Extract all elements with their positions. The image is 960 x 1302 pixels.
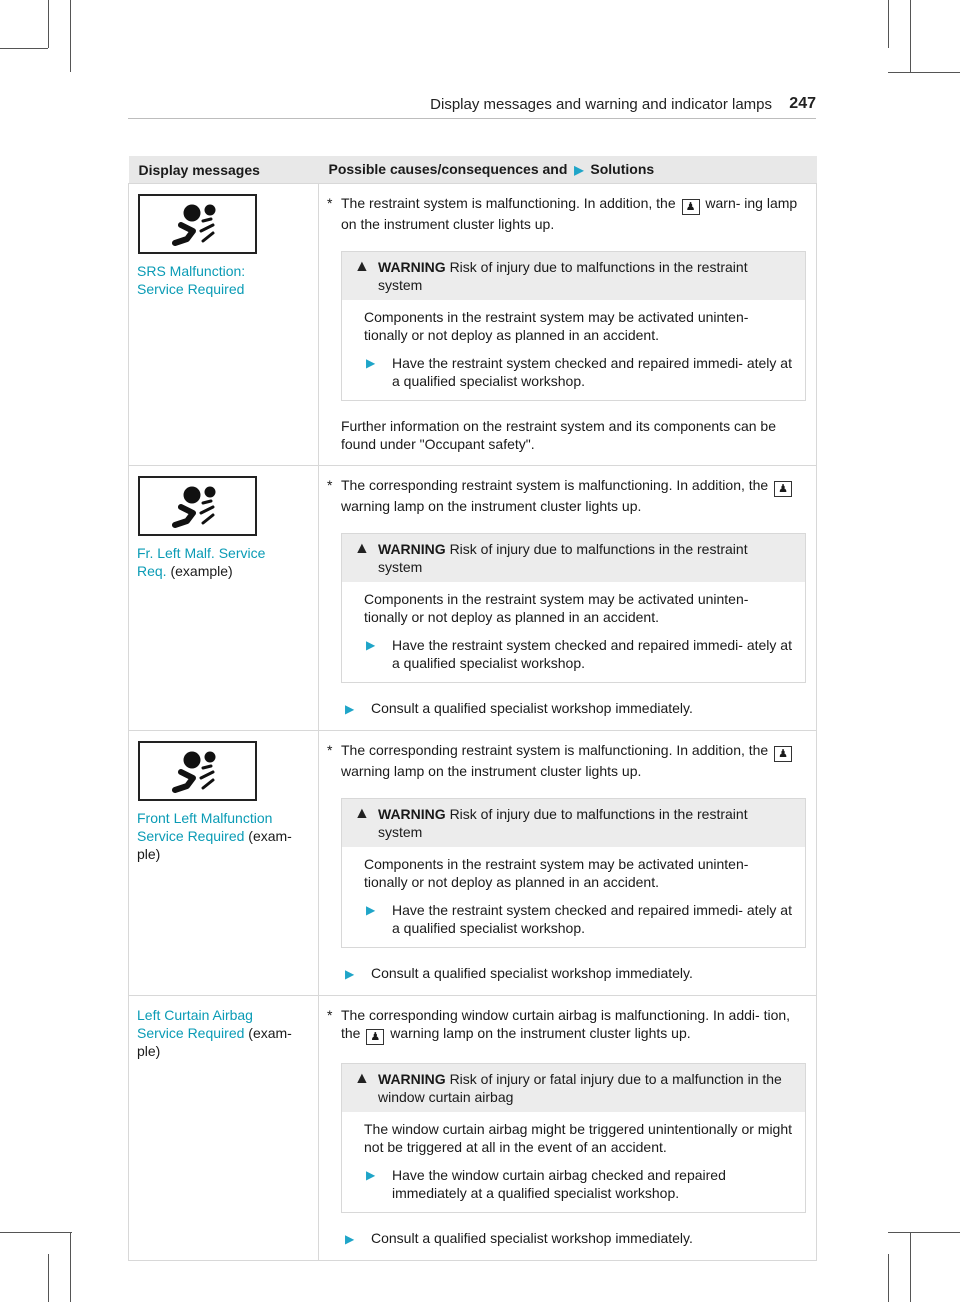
section-title: Display messages and warning and indicator lamps (430, 96, 772, 113)
table-row (129, 996, 817, 1261)
causes-solutions-cell (319, 731, 817, 996)
warning-triangle-icon: ▲ (354, 258, 370, 275)
warning-body (342, 300, 805, 400)
warning-body (342, 582, 805, 682)
warning-body (342, 1112, 805, 1212)
warning-label: WARNING (378, 541, 446, 557)
warning-header (342, 252, 805, 300)
warning-header (342, 534, 805, 582)
message-line-2: Service Required (137, 828, 245, 844)
arrow-icon: ▶ (574, 163, 584, 177)
warning-box (341, 533, 806, 683)
crop-mark (888, 1232, 960, 1233)
page-header (128, 96, 816, 119)
warning-label: WARNING (378, 259, 446, 275)
crop-mark (910, 1232, 911, 1302)
arrow-icon: ▶ (345, 967, 355, 981)
message-line-2: Service Required (137, 281, 245, 297)
warning-step (364, 901, 795, 937)
arrow-icon: ▶ (345, 1232, 355, 1246)
airbag-warning-icon (138, 194, 257, 254)
message-text (137, 1006, 308, 1060)
after-text: Further information on the restraint system and its components can be found under "Occupant safety". (341, 418, 776, 452)
display-message-cell (129, 184, 319, 466)
cause-text-cont: warning lamp on the instrument cluster lights up. (390, 1025, 691, 1041)
warning-title: Risk of injury due to malfunctions in the restraint system (378, 541, 748, 575)
display-message-cell (129, 466, 319, 731)
warning-text: Components in the restraint system may be activated uninten- tionally or not deploy as planned in an accident. (364, 856, 749, 890)
bullet-asterisk: * (327, 1007, 333, 1023)
airbag-lamp-icon: ♟ (774, 746, 792, 762)
bullet-asterisk: * (327, 742, 333, 758)
warning-step-text: Have the restraint system checked and repaired immedi- ately at a qualified specialist workshop. (392, 637, 792, 671)
cause-text-cont: warning lamp on the instrument cluster lights up. (341, 763, 642, 779)
message-text (137, 262, 308, 298)
arrow-icon: ▶ (366, 1168, 376, 1182)
table-header-row (129, 156, 817, 184)
col-header-display-messages: Display messages (129, 156, 319, 184)
cause-item (327, 194, 806, 233)
causes-solutions-cell (319, 184, 817, 466)
airbag-warning-icon (138, 741, 257, 801)
message-line-1: Fr. Left Malf. Service (137, 545, 266, 561)
causes-solutions-cell (319, 466, 817, 731)
warning-text: Components in the restraint system may be activated uninten- tionally or not deploy as planned in an accident. (364, 309, 749, 343)
warning-step-text: Have the restraint system checked and repaired immedi- ately at a qualified specialist workshop. (392, 902, 792, 936)
crop-mark (888, 0, 889, 48)
warning-triangle-icon: ▲ (354, 1070, 370, 1087)
message-suffix: (exam- ple) (137, 828, 292, 862)
warning-triangle-icon: ▲ (354, 540, 370, 557)
cause-text: The corresponding restraint system is malfunctioning. In addition, the (341, 477, 769, 493)
message-line-2: Service Required (137, 1025, 245, 1041)
warning-box (341, 1063, 806, 1213)
warning-step (364, 354, 795, 390)
warning-step (364, 1166, 795, 1202)
warning-triangle-icon: ▲ (354, 805, 370, 822)
bullet-asterisk: * (327, 195, 333, 211)
display-message-cell (129, 731, 319, 996)
warning-step-text: Have the window curtain airbag checked and repaired immediately at a qualified specialist workshop. (392, 1167, 726, 1201)
message-line-1: Left Curtain Airbag (137, 1007, 253, 1023)
airbag-lamp-icon: ♟ (366, 1029, 384, 1045)
warning-header (342, 1064, 805, 1112)
warning-step-text: Have the restraint system checked and repaired immedi- ately at a qualified specialist workshop. (392, 355, 792, 389)
warning-title: Risk of injury due to malfunctions in the restraint system (378, 259, 748, 293)
cause-text-cont: warn- ing lamp on the instrument cluster lights up. (341, 195, 798, 232)
crop-mark (70, 0, 71, 72)
message-text (137, 544, 308, 580)
warning-box (341, 251, 806, 401)
after-step-text: Consult a qualified specialist workshop immediately. (371, 700, 693, 716)
message-line-2: Req. (137, 563, 167, 579)
airbag-warning-icon (138, 476, 257, 536)
cause-text: The corresponding window curtain airbag is malfunctioning. In addi- tion, the (341, 1007, 791, 1041)
warning-box (341, 798, 806, 948)
warning-text: The window curtain airbag might be triggered unintentionally or might not be triggered at all in the event of an accident. (364, 1121, 793, 1155)
airbag-lamp-icon: ♟ (682, 199, 700, 215)
after-text (345, 699, 806, 718)
airbag-lamp-icon: ♟ (774, 481, 792, 497)
warning-body (342, 847, 805, 947)
cause-item (327, 476, 806, 515)
arrow-icon: ▶ (366, 638, 376, 652)
warning-step (364, 636, 795, 672)
warning-title: Risk of injury or fatal injury due to a malfunction in the window curtain airbag (378, 1071, 782, 1105)
table-row (129, 466, 817, 731)
after-step-text: Consult a qualified specialist workshop immediately. (371, 965, 693, 981)
crop-mark (0, 48, 48, 49)
crop-mark (48, 0, 49, 48)
crop-mark (888, 72, 960, 73)
warning-title: Risk of injury due to malfunctions in the restraint system (378, 806, 748, 840)
cause-item (327, 1006, 806, 1045)
after-step-text: Consult a qualified specialist workshop immediately. (371, 1230, 693, 1246)
warning-text: Components in the restraint system may be activated uninten- tionally or not deploy as planned in an accident. (364, 591, 749, 625)
crop-mark (0, 1232, 72, 1233)
after-text (345, 964, 806, 983)
arrow-icon: ▶ (366, 356, 376, 370)
warning-label: WARNING (378, 806, 446, 822)
page-number: 247 (789, 95, 816, 112)
causes-solutions-cell (319, 996, 817, 1261)
table-row (129, 731, 817, 996)
col-header-causes-solutions: Possible causes/consequences and ▶ Solutions (319, 156, 817, 184)
crop-mark (70, 1232, 71, 1302)
crop-mark (910, 0, 911, 72)
warning-header (342, 799, 805, 847)
message-suffix: (example) (170, 563, 233, 579)
cause-text: The restraint system is malfunctioning. In addition, the (341, 195, 676, 211)
message-line-1: SRS Malfunction: (137, 263, 246, 279)
warning-label: WARNING (378, 1071, 446, 1087)
display-messages-table (128, 156, 817, 1261)
after-text (345, 1229, 806, 1248)
crop-mark (48, 1254, 49, 1302)
message-suffix: (exam- ple) (137, 1025, 292, 1059)
cause-item (327, 741, 806, 780)
cause-text-cont: warning lamp on the instrument cluster lights up. (341, 498, 642, 514)
message-line-1: Front Left Malfunction (137, 810, 273, 826)
message-text (137, 809, 308, 863)
arrow-icon: ▶ (366, 903, 376, 917)
cause-text: The corresponding restraint system is malfunctioning. In addition, the (341, 742, 769, 758)
bullet-asterisk: * (327, 477, 333, 493)
arrow-icon: ▶ (345, 702, 355, 716)
display-message-cell (129, 996, 319, 1261)
table-row (129, 184, 817, 466)
crop-mark (888, 1254, 889, 1302)
